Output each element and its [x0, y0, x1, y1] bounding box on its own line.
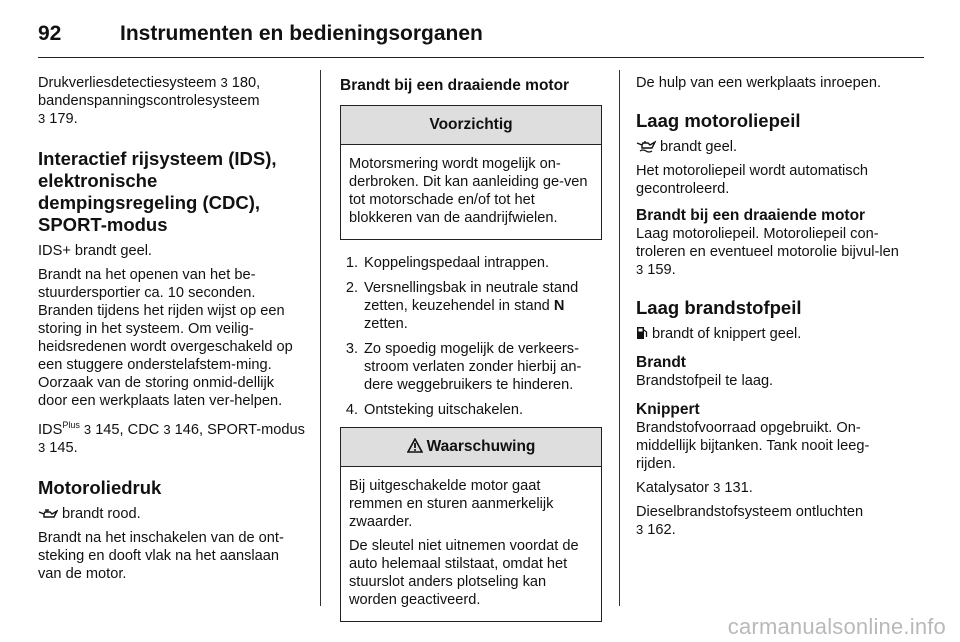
running-engine-text: Laag motoroliepeil. Motoroliepeil con-troleren en eventueel motorolie bijvul-len 3 159. [636, 226, 899, 278]
page-ref-link[interactable]: 131. [724, 480, 753, 496]
low-oil-status: brandt geel. [636, 138, 904, 156]
page-header [38, 14, 924, 58]
brandt-text: Brandstofpeil te laag. [636, 373, 774, 389]
oil-pressure-status: brandt rood. [38, 505, 306, 523]
page-ref-link[interactable]: 180, [231, 75, 261, 91]
list-item: 2. Versnellingsbak in neutrale stand zetten, keuzehendel in stand N zetten. [345, 280, 579, 332]
ref-arrow-icon: 3 [636, 522, 644, 537]
ref-arrow-icon: 3 [636, 262, 644, 277]
ref-arrow-icon: 3 [220, 75, 228, 90]
warning-box [340, 427, 602, 622]
ids-description: Brandt na het openen van het be-stuurdersportier ca. 10 seconden. Branden tijdens het rijden wijst op een storing in het systeem. Om veilig-heidsredenen wordt overgeschakeld op een stuggere onderstelafstem-ming. Oorzaak van de storing onmid-dellijk door een werkplaats laten ver-helpen. [38, 267, 293, 409]
ref-arrow-icon: 3 [83, 421, 92, 437]
warning-text-1: Bij uitgeschakelde motor gaat remmen en sturen aanmerkelijk zwaarder. [349, 478, 554, 530]
page-number: 92 [38, 22, 62, 45]
knippert-heading: Knippert [636, 401, 700, 418]
ref-arrow-icon: 3 [38, 111, 46, 126]
warning-text-2: De sleutel niet uitnemen voordat de auto helemaal stilstaat, omdat het stuurslot anders plotseling kan worden geactiveerd. [349, 538, 579, 608]
page-ref-link[interactable]: 159. [647, 262, 676, 278]
list-item: 3. Zo spoedig mogelijk de verkeers-stroom verlaten zonder hierbij an-dere weggebruikers te hinderen. [345, 341, 582, 393]
oil-level-icon [636, 140, 656, 153]
warning-triangle-icon [407, 438, 423, 453]
column-2 [340, 74, 602, 636]
caution-box [340, 105, 602, 240]
ids-status: IDS+ brandt geel. [38, 243, 152, 259]
knippert-text: Brandstofvoorraad opgebruikt. On-middellijk bijtanken. Tank nooit leeg-rijden. [636, 420, 870, 472]
list-item: 4. Ontsteking uitschakelen. [345, 402, 523, 418]
column-divider-2 [619, 70, 620, 606]
page-ref-link[interactable]: 179. [49, 111, 78, 127]
workshop-text: De hulp van een werkplaats inroepen. [636, 75, 882, 91]
ids-references: $IDS^{Plus}$ 3 145, CDC 3 146, SPORT-modus 3 145. [38, 420, 305, 456]
running-engine-heading-2: Brandt bij een draaiende motor [636, 207, 866, 224]
fuel-pump-icon [636, 326, 648, 340]
column-divider-1 [320, 70, 321, 606]
page-title: Instrumenten en bedieningsorganen [120, 22, 483, 45]
column-1 [38, 74, 306, 589]
low-oil-description: Het motoroliepeil wordt automatisch gecontroleerd. [636, 163, 868, 197]
caution-title: Voorzichtig [341, 106, 601, 145]
ids-heading: Interactief rijsysteem (IDS), elektronische dempingsregeling (CDC), SPORT-modus [38, 148, 277, 235]
intro-paragraph: Drukverliesdetectiesysteem 3 180, bandenspanningscontrolesysteem 3 179. [38, 75, 261, 127]
oil-can-icon [38, 509, 58, 520]
oil-pressure-heading: Motoroliedruk [38, 476, 162, 498]
low-oil-heading: Laag motoroliepeil [636, 110, 801, 131]
ref-arrow-icon: 3 [713, 480, 721, 495]
column-3 [636, 74, 904, 545]
warning-title: Waarschuwing [341, 428, 601, 467]
page-ref-link[interactable]: 162. [647, 522, 676, 538]
list-item: 1. Koppelingspedaal intrappen. [345, 255, 550, 271]
low-fuel-status: brandt of knippert geel. [636, 325, 904, 343]
brandt-heading: Brandt [636, 354, 686, 371]
ref-arrow-icon: 3 [163, 421, 171, 437]
watermark: carmanualsonline.info [727, 614, 946, 639]
katalysator-ref: Katalysator 3 131. [636, 480, 753, 496]
running-engine-heading: Brandt bij een draaiende motor [340, 77, 570, 94]
steps-list [340, 254, 602, 419]
ref-arrow-icon: 3 [38, 439, 46, 455]
oil-pressure-description: Brandt na het inschakelen van de ont-steking en dooft vlak na het aanslaan van de motor. [38, 529, 284, 582]
caution-text: Motorsmering wordt mogelijk on-derbroken. Dit kan aanleiding ge-ven tot motorschade en/of tot het blokkeren van de aandrijfwielen. [349, 156, 588, 226]
low-fuel-heading: Laag brandstofpeil [636, 297, 802, 318]
diesel-ref: Dieselbrandstofsysteem ontluchten 3 162. [636, 504, 864, 538]
